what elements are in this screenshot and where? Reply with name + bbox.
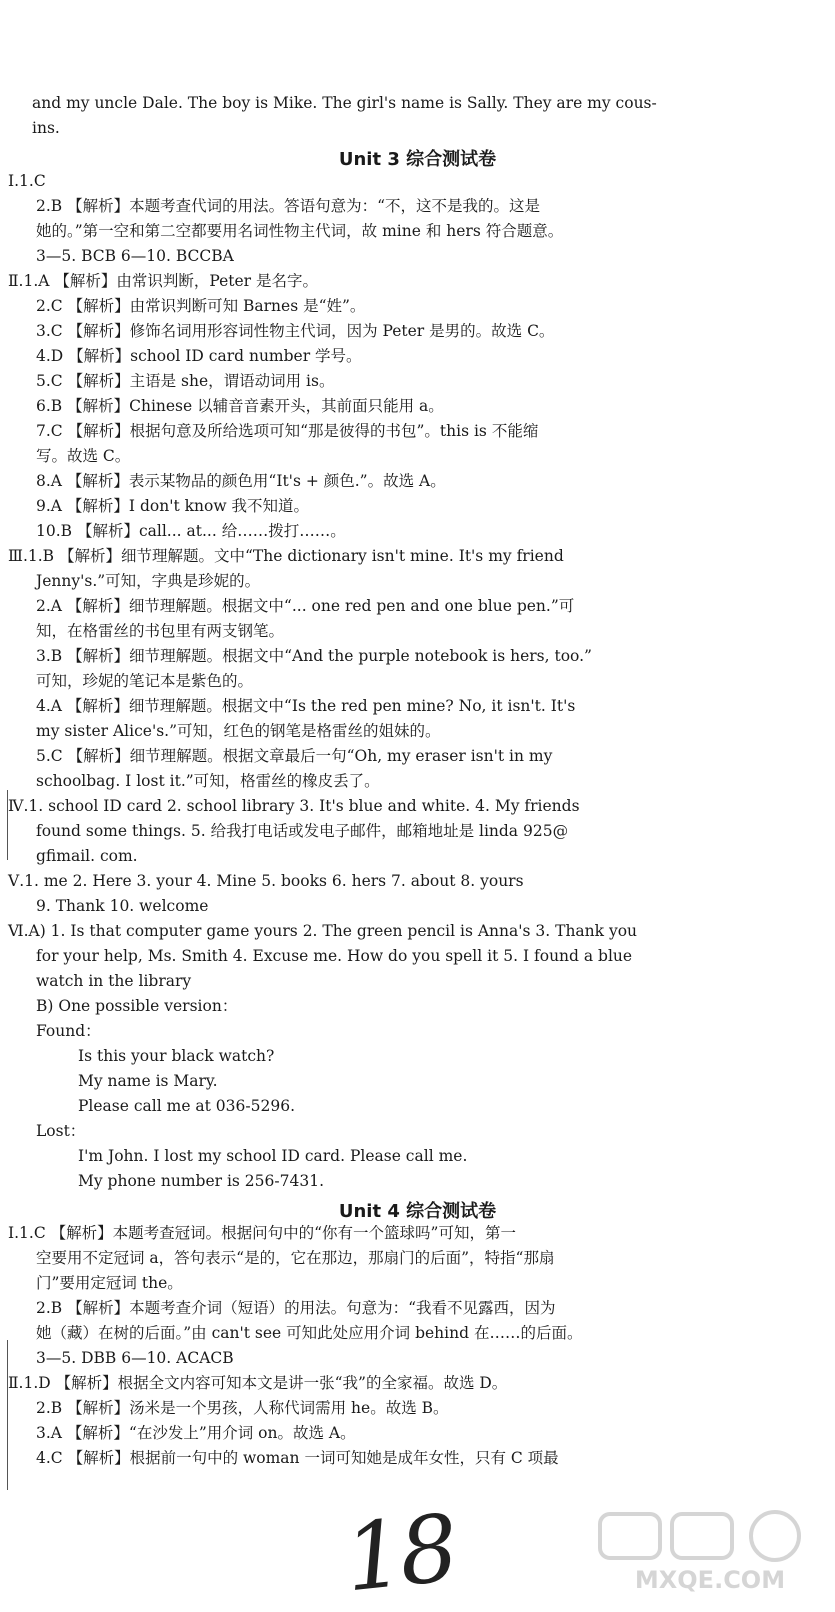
text-line: 9.A 【解析】I don't know 我不知道。 (36, 497, 310, 515)
text-line: my sister Alice's.”可知，红色的钢笔是格雷丝的姐妹的。 (36, 722, 441, 740)
text-line: 2.A 【解析】细节理解题。根据文中“... one red pen and one blue pen.”可 (36, 597, 575, 615)
text-line: 7.C 【解析】根据句意及所给选项可知“那是彼得的书包”。this is 不能缩 (36, 422, 539, 440)
text-line: 4.A 【解析】细节理解题。根据文中“Is the red pen mine? No, it isn't. It's (36, 697, 576, 715)
text-line: 3—5. DBB 6—10. ACACB (36, 1349, 234, 1367)
text-line: schoolbag. I lost it.”可知，格雷丝的橡皮丢了。 (36, 772, 380, 790)
text-line: 3.C 【解析】修饰名词用形容词性物主代词，因为 Peter 是男的。故选 C。 (36, 322, 555, 340)
text-line: 8.A 【解析】表示某物品的颜色用“It's + 颜色.”。故选 A。 (36, 472, 446, 490)
text-line: 2.B 【解析】汤米是一个男孩，人称代词需用 he。故选 B。 (36, 1399, 449, 1417)
watermark-url: MXQE.COM (634, 1566, 786, 1594)
text-line: for your help, Ms. Smith 4. Excuse me. How do you spell it 5. I found a blue (36, 947, 633, 965)
text-line: 3.B 【解析】细节理解题。根据文中“And the purple notebook is hers, too.” (36, 647, 592, 665)
text-line: 5.C 【解析】细节理解题。根据文章最后一句“Oh, my eraser isn't in my (36, 747, 553, 765)
text-line: My phone number is 256-7431. (78, 1172, 325, 1190)
text-line: 2.C 【解析】由常识判断可知 Barnes 是“姓”。 (36, 297, 366, 315)
section-title-unit4: Unit 4 综合测试卷 (338, 1201, 497, 1222)
section-title-unit3: Unit 3 综合测试卷 (338, 149, 497, 170)
text-line: B) One possible version： (36, 997, 238, 1015)
text-line: 4.C 【解析】根据前一句中的 woman 一词可知她是成年女性，只有 C 项最 (36, 1449, 559, 1467)
text-line: 3.A 【解析】“在沙发上”用介词 on。故选 A。 (36, 1424, 356, 1442)
text-line: Ⅲ.1.B 【解析】细节理解题。文中“The dictionary isn't mine. It's my friend (8, 547, 564, 565)
text-line: 可知，珍妮的笔记本是紫色的。 (36, 672, 254, 690)
text-line: found some things. 5. 给我打电话或发电子邮件，邮箱地址是 linda 925@ (36, 822, 569, 840)
text-line: Ⅱ.1.A 【解析】由常识判断，Peter 是名字。 (8, 272, 319, 290)
text-line: watch in the library (36, 972, 192, 990)
text-line: Jenny's.”可知，字典是珍妮的。 (36, 572, 261, 590)
watermark-logo (590, 1508, 830, 1596)
text-line: and my uncle Dale. The boy is Mike. The girl's name is Sally. They are my cous- (32, 94, 657, 112)
text-line: 3—5. BCB 6—10. BCCBA (36, 247, 234, 265)
text-line: 空要用不定冠词 a，答句表示“是的，它在那边，那扇门的后面”，特指“那扇 (36, 1249, 555, 1267)
text-line: 6.B 【解析】Chinese 以辅音音素开头，其前面只能用 a。 (36, 397, 444, 415)
text-line: My name is Mary. (78, 1072, 218, 1090)
text-line: 她的。”第一空和第二空都要用名词性物主代词，故 mine 和 hers 符合题意。 (36, 222, 564, 240)
text-line: Lost： (36, 1122, 86, 1140)
text-line: Is this your black watch? (78, 1047, 275, 1065)
handwritten-page-number: 18 (339, 1494, 460, 1612)
text-line: 门”要用定冠词 the。 (36, 1274, 183, 1292)
text-line: 知，在格雷丝的书包里有两支钢笔。 (36, 622, 285, 640)
text-line: 10.B 【解析】call... at... 给……拨打……。 (36, 522, 346, 540)
text-line: 5.C 【解析】主语是 she，谓语动词用 is。 (36, 372, 335, 390)
text-line: Ⅱ.1.D 【解析】根据全文内容可知本文是讲一张“我”的全家福。故选 D。 (8, 1374, 508, 1392)
text-line: 4.D 【解析】school ID card number 学号。 (36, 347, 362, 365)
margin-rule-lower (7, 1340, 8, 1490)
text-line: Found： (36, 1022, 101, 1040)
text-line: I'm John. I lost my school ID card. Please call me. (78, 1147, 468, 1165)
text-line: Ⅳ.1. school ID card 2. school library 3. It's blue and white. 4. My friends (8, 797, 580, 815)
text-line: 2.B 【解析】本题考查介词（短语）的用法。句意为：“我看不见露西，因为 (36, 1299, 556, 1317)
text-line: Ⅰ.1.C 【解析】本题考查冠词。根据问句中的“你有一个篮球吗”可知，第一 (8, 1224, 516, 1242)
text-line: 写。故选 C。 (36, 447, 131, 465)
text-line: 2.B 【解析】本题考查代词的用法。答语句意为：“不，这不是我的。这是 (36, 197, 541, 215)
text-line: ins. (32, 119, 60, 137)
text-line: Ⅵ.A) 1. Is that computer game yours 2. The green pencil is Anna's 3. Thank you (8, 922, 638, 940)
text-line: 9. Thank 10. welcome (36, 897, 209, 915)
text-line: gfimail. com. (36, 847, 138, 865)
text-line: 她（藏）在树的后面。”由 can't see 可知此处应用介词 behind 在……的后面。 (36, 1324, 583, 1342)
text-line: Ⅴ.1. me 2. Here 3. your 4. Mine 5. books 6. hers 7. about 8. yours (8, 872, 524, 890)
text-line: Please call me at 036-5296. (78, 1097, 296, 1115)
text-line: Ⅰ.1.C (8, 172, 46, 190)
